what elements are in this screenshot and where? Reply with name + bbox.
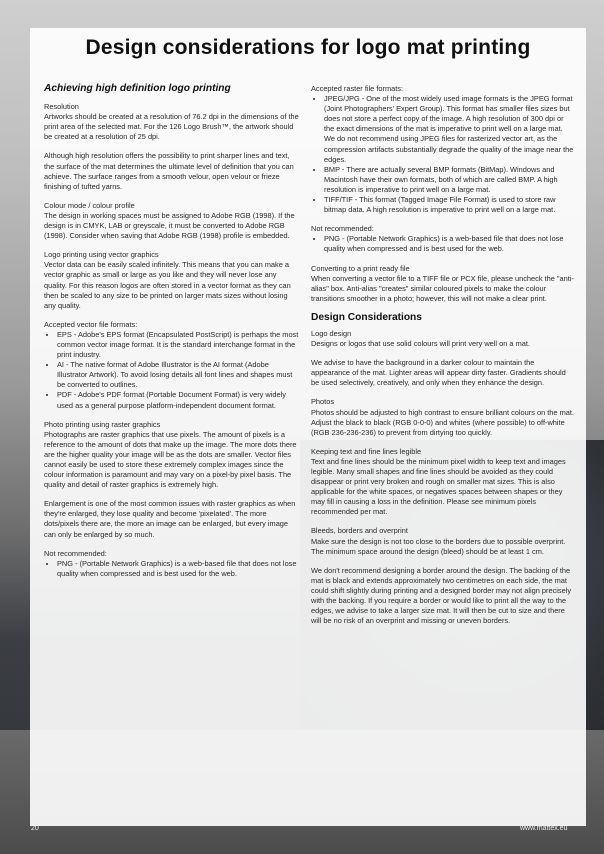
photos-text: Photos should be adjusted to high contrast to ensure brilliant colours on the mat. Adjust the black to black (RGB 0-0-0) and whites (where possible) to off-white (RGB 236-236-236) to prevent from dirtying too quickly.	[311, 407, 574, 437]
colour-text: The design in working spaces must be assigned to Adobe RGB (1998). If the design is in CMYK, LAB or greyscale, it must be converted to Adobe RGB (1998). Consider when saving that Adobe RGB (1998) profile is embedded.	[44, 210, 295, 241]
list-item: • BMP - There are actually several BMP formats (BitMap). Windows and Macintosh have their own formats, both of which are called BMP. A high resolution is imperative to print well on a large mat.	[324, 165, 574, 195]
list-item: • AI - The native format of Adobe Illustrator is the AI format (Adobe Illustrator Artwork). To avoid losing details all font lines and shapes must be converted to outlines.	[57, 360, 300, 390]
raster-format-list	[311, 94, 574, 215]
bleeds-text: Make sure the design is not too close to the borders due to possible overprint. The minimum space around the design (bleed) should be at least 1 cm.	[311, 536, 566, 556]
not-recommended-label-right: Not recommended:	[311, 224, 374, 234]
left-column	[44, 84, 300, 588]
footer-url: www.mattex.eu	[520, 825, 568, 832]
background-text: We advise to have the background in a darker colour to maintain the appearance of the mat. Lighter areas will appear dirty faster. Gradients should be used selectively, creatively, and only when they enhance the design.	[311, 358, 566, 388]
accepted-vector-label: Accepted vector file formats:	[44, 319, 138, 329]
text-legibility-label: Keeping text and fine lines legible	[311, 446, 422, 456]
photo-text: Photographs are raster graphics that use pixels. The amount of pixels is a reference to the amount of dots that make up the image. The more dots there are the higher quality your image will be as the dots are smaller. Vector files cannot easily be used to store these extremely complex images since the colour information is paramount and may vary on a pixel-by pixel basis. The quality and detail of raster graphics is extremely high.	[44, 429, 297, 490]
section-heading-hd-printing: Achieving high definition logo printing	[44, 83, 231, 94]
colour-label: Colour mode / colour profile	[44, 200, 135, 210]
page-title: Design considerations for logo mat printing	[85, 36, 531, 59]
border-text: We don't recommend designing a border around the design. The backing of the mat is black and extends approximately two centimetres on each side, the mat could shift slightly during printing and a designed border may not align precisely with the backing. If you require a border or would like to print all the way to the edges, we advise to take a larger size mat. It will then be cut to size and there will be no risk of an overprint and missing or uneven borders.	[311, 565, 572, 626]
vector-text: Vector data can be easily scaled infinitely. This means that you can make a vector graphic as small or large as you like and they will never lose any quality. For this reason logos are often stored in a vector format as they can then be scaled to any size to be printed on larger mats sizes without losing any quality.	[44, 260, 291, 310]
not-recommended-list	[44, 559, 300, 579]
convert-text: When converting a vector file to a TIFF file or PCX file, please uncheck the "anti-alias" box. Anti-alias "creates" similar coloured pixels to make the colour transitions smoother in a photo; however, this will not make a clear print.	[311, 273, 574, 303]
page-number: 20	[31, 825, 39, 832]
not-recommended-list-right	[311, 234, 574, 254]
vector-label: Logo printing using vector graphics	[44, 250, 159, 260]
list-item: • TIFF/TIF - This format (Tagged Image File Format) is used to store raw bitmap data. A high resolution is imperative to print well on a large mat.	[324, 195, 574, 215]
logo-design-text: Designs or logos that use solid colours will print very well on a mat.	[311, 339, 530, 349]
right-column	[311, 84, 574, 635]
accepted-raster-label: Accepted raster file formats:	[311, 84, 404, 93]
convert-label: Converting to a print ready file	[311, 263, 410, 273]
resolution-label: Resolution	[44, 102, 79, 112]
logo-design-label: Logo design	[311, 328, 352, 338]
list-item: • PDF - Adobe's PDF format (Portable Document Format) is very widely used as a general purpose platform-independent document format.	[57, 390, 300, 410]
resolution-text: Artworks should be created at a resolution of 76.2 dpi in the dimensions of the print area of the selected mat. For the 126 Logo Brush™, the artwork should be created at a resolution of 25 dpi.	[44, 112, 299, 142]
surface-text: Although high resolution offers the possibility to print sharper lines and text, the surface of the mat determines the ultimate level of definition that you can achieve. The surface ranges from a smooth velour, open velour or frieze finishing of tufted yarns.	[44, 151, 294, 191]
section-heading-design: Design Considerations	[311, 311, 422, 323]
photo-label: Photo printing using raster graphics	[44, 419, 161, 429]
vector-format-list	[44, 330, 300, 411]
list-item: • PNG - (Portable Network Graphics) is a web-based file that does not lose quality when compressed and is best used for the web.	[57, 559, 300, 579]
text-legibility-text: Text and fine lines should be the minimum pixel width to keep text and images legible. Many small shapes and fine lines should be avoided as they could disappear or print very broken and rough on smaller mat sizes. This is also applicable for the white spaces, or negatives spaces between shapes or they may fill in causing a loss in the definition. Please see minimum pixels recommended per mat.	[311, 456, 566, 517]
bleeds-label: Bleeds, borders and overprint	[311, 526, 408, 536]
list-item: • EPS - Adobe's EPS format (Encapsulated PostScript) is perhaps the most common vector image format. It is the standard interchange format in the print industry.	[57, 330, 300, 360]
list-item: • JPEG/JPG - One of the most widely used image formats is the JPEG format (Joint Photographers' Expert Group). This format has smaller files sizes but does not store a perfect copy of the image. A high resolution of 300 dpi or the exact dimensions of the mat is imperative to print well on a large mat. We do not recommend using JPEG files for rasterized vector art, as the compression artifacts substantially degrade the quality of the image near the edges.	[324, 94, 574, 165]
list-item: • PNG - (Portable Network Graphics) is a web-based file that does not lose quality when compressed and is best used for the web.	[324, 234, 574, 254]
not-recommended-label: Not recommended:	[44, 548, 107, 558]
photos-label: Photos	[311, 397, 335, 407]
enlarge-text: Enlargement is one of the most common issues with raster graphics as when they're enlarged, they lose quality and become 'pixelated'. The more dots/pixels there are, the more an image can be enlarged, but every image can only be enlarged by so much.	[44, 499, 296, 539]
